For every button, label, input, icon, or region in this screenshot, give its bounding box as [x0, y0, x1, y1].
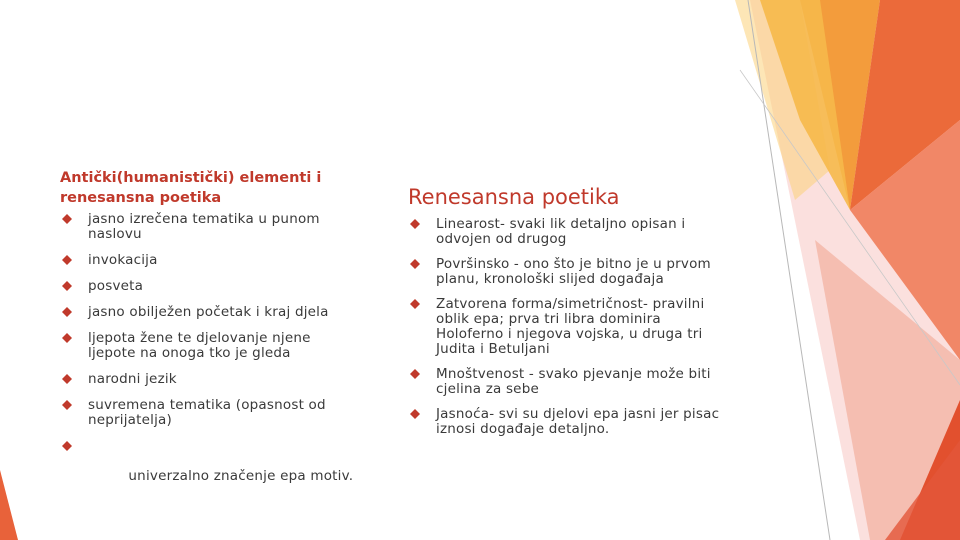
diamond-bullet-icon: [410, 299, 420, 309]
list-item: [408, 367, 728, 397]
list-item: [60, 398, 360, 428]
diamond-bullet-icon: [62, 333, 72, 343]
diamond-bullet-icon: [62, 374, 72, 384]
list-item: [60, 279, 360, 294]
list-item-text: posveta: [88, 278, 144, 294]
list-item-text: Jasnoća- svi su djelovi epa jasni jer pisac iznosi događaje detaljno.: [436, 406, 720, 437]
list-item-text: narodni jezik: [88, 371, 177, 387]
right-bullet-list: [408, 217, 728, 437]
diamond-bullet-icon: [410, 369, 420, 379]
list-item: [60, 253, 360, 268]
diamond-bullet-icon: [62, 307, 72, 317]
list-item: [60, 212, 360, 242]
list-item: [408, 297, 728, 357]
list-item: [60, 331, 360, 361]
left-bullet-list: [60, 212, 360, 499]
list-item-text: ljepota žene te djelovanje njene ljepote na onoga tko je gleda: [88, 330, 311, 361]
list-item-text: jasno izrečena tematika u punom naslovu: [88, 211, 320, 242]
list-item: [408, 217, 728, 247]
diamond-bullet-icon: [410, 259, 420, 269]
list-item: [60, 439, 360, 499]
list-item-text: univerzalno značenje epa motiv.: [123, 468, 354, 484]
diamond-bullet-icon: [62, 281, 72, 291]
left-column-heading: Antički(humanistički) elementi i renesansna poetika: [60, 170, 322, 206]
diamond-bullet-icon: [62, 400, 72, 410]
diamond-bullet-icon: [410, 409, 420, 419]
list-item: [60, 305, 360, 320]
diamond-bullet-icon: [62, 214, 72, 224]
list-item-text: Mnoštvenost - svako pjevanje može biti cjelina za sebe: [436, 366, 711, 397]
diamond-bullet-icon: [62, 255, 72, 265]
list-item: [60, 372, 360, 387]
list-item-text: invokacija: [88, 252, 158, 268]
list-item-text: jasno obilježen početak i kraj djela: [88, 304, 329, 320]
right-column: [408, 183, 728, 447]
list-item: [408, 257, 728, 287]
list-item-text: suvremena tematika (opasnost od neprijatelja): [88, 397, 326, 428]
list-item-text: Površinsko - ono što je bitno je u prvom planu, kronološki slijed događaja: [436, 256, 711, 287]
diamond-bullet-icon: [62, 441, 72, 451]
diamond-bullet-icon: [410, 219, 420, 229]
right-column-heading: Renesansna poetika: [408, 185, 620, 209]
list-item-text: Zatvorena forma/simetričnost- pravilni oblik epa; prva tri libra dominira Holoferno i njegova vojska, u druga tri Judita i Betuljani: [436, 296, 705, 357]
left-column: [60, 168, 360, 510]
list-item: [408, 407, 728, 437]
list-item-text: Linearost- svaki lik detaljno opisan i odvojen od drugog: [436, 216, 686, 247]
